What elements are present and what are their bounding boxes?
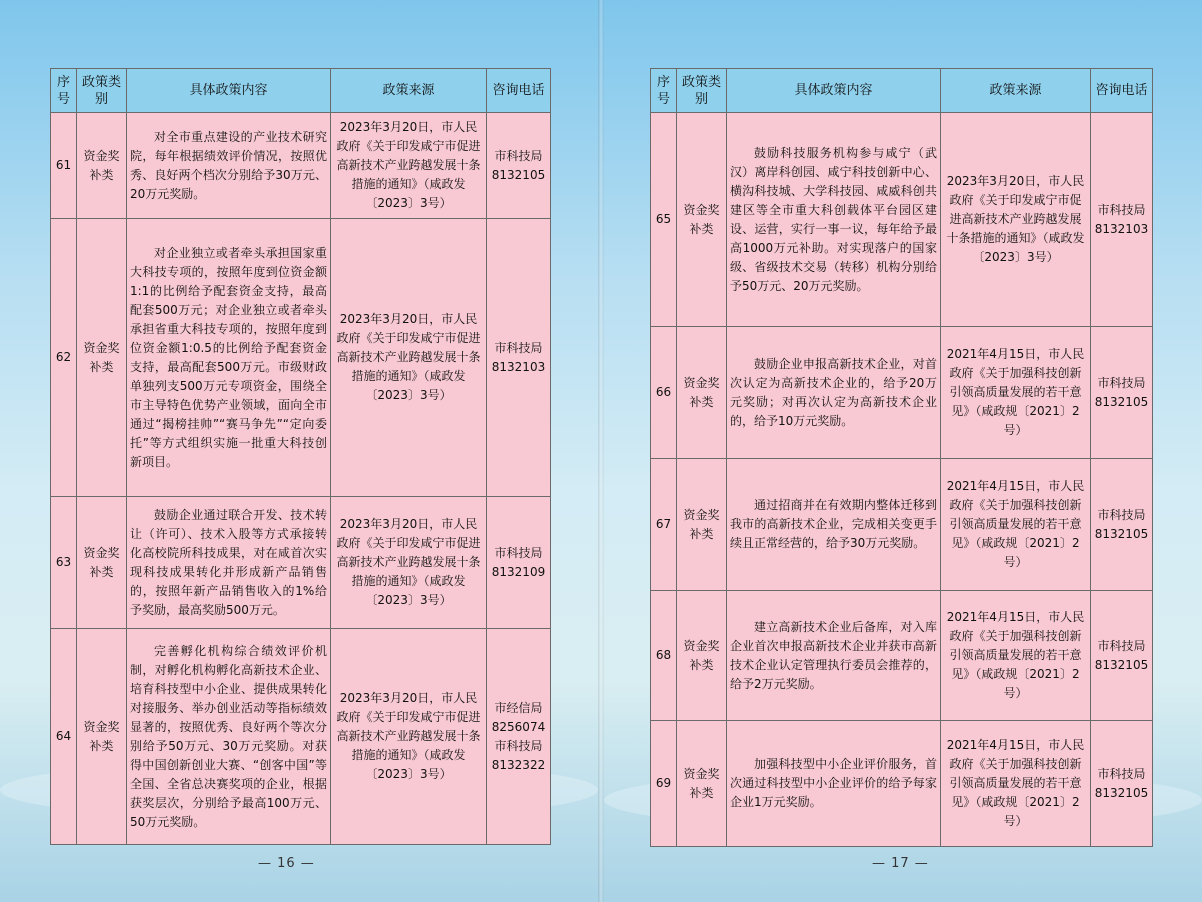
row-phone: [1091, 459, 1153, 591]
phone-line: 市科技局: [1097, 766, 1146, 781]
table-header-row: [51, 69, 551, 113]
phone-line: 市经信局: [494, 700, 543, 715]
row-phone: [487, 219, 551, 497]
header-seq: 序号: [651, 69, 677, 113]
row-category: 资金奖补类: [77, 497, 127, 629]
header-source: 政策来源: [331, 69, 487, 113]
row-source: 2021年4月15日，市人民政府《关于加强科技创新引领高质量发展的若干意见》（咸政规〔2021〕2号）: [941, 459, 1091, 591]
phone-line: 市科技局: [494, 148, 543, 163]
phone-line: 市科技局: [1097, 507, 1146, 522]
row-category: 资金奖补类: [77, 629, 127, 845]
row-seq: 64: [51, 629, 77, 845]
table-body: [651, 113, 1153, 847]
table-row: [51, 113, 551, 219]
table-row: [651, 327, 1153, 459]
phone-line: 8132103: [1094, 221, 1149, 236]
row-source: 2021年4月15日，市人民政府《关于加强科技创新引领高质量发展的若干意见》（咸政规〔2021〕2号）: [941, 721, 1091, 847]
table-header-row: [651, 69, 1153, 113]
phone-line: 8132322: [491, 757, 546, 772]
row-content: 鼓励企业申报高新技术企业，对首次认定为高新技术企业的，给予20万元奖励；对再次认定为高新技术企业的，给予10万元奖励。: [727, 327, 941, 459]
row-content: 对全市重点建设的产业技术研究院，每年根据绩效评价情况，按照优秀、良好两个档次分别给予30万元、20万元奖励。: [127, 113, 331, 219]
row-content: 通过招商并在有效期内整体迁移到我市的高新技术企业，完成相关变更手续且正常经营的，给予30万元奖励。: [727, 459, 941, 591]
row-category: 资金奖补类: [77, 113, 127, 219]
phone-line: 市科技局: [494, 545, 543, 560]
row-seq: 61: [51, 113, 77, 219]
header-content: 具体政策内容: [727, 69, 941, 113]
row-category: 资金奖补类: [677, 459, 727, 591]
phone-line: 8132105: [1094, 526, 1149, 541]
header-source: 政策来源: [941, 69, 1091, 113]
table-row: [51, 219, 551, 497]
phone-line: 市科技局: [1097, 375, 1146, 390]
page-number: — 17 —: [872, 856, 929, 871]
table-row: [651, 721, 1153, 847]
header-phone: 咨询电话: [487, 69, 551, 113]
row-content: 建立高新技术企业后备库，对入库企业首次申报高新技术企业并获市高新技术企业认定管理执行委员会推荐的，给予2万元奖励。: [727, 591, 941, 721]
phone-line: 市科技局: [1097, 638, 1146, 653]
row-content: 完善孵化机构综合绩效评价机制，对孵化机构孵化高新技术企业、培育科技型中小企业、提供成果转化对接服务、举办创业活动等指标绩效显著的，按照优秀、良好两个等次分别给予50万元、30万元奖励。对获得中国创新创业大赛、“创客中国”等全国、全省总决赛奖项的企业，根据获奖层次，分别给予最高100万元、50万元奖励。: [127, 629, 331, 845]
table-row: [651, 113, 1153, 327]
left-page: [0, 0, 598, 902]
row-content: 加强科技型中小企业评价服务，首次通过科技型中小企业评价的给予每家企业1万元奖励。: [727, 721, 941, 847]
row-phone: [1091, 591, 1153, 721]
row-source: 2023年3月20日，市人民政府《关于印发咸宁市促进高新技术产业跨越发展十条措施的通知》（咸政发〔2023〕3号）: [331, 219, 487, 497]
row-seq: 69: [651, 721, 677, 847]
policy-table-right: [650, 68, 1153, 847]
phone-line: 8132105: [1094, 657, 1149, 672]
phone-line: 8132109: [491, 564, 546, 579]
table-row: [651, 459, 1153, 591]
row-content: 鼓励科技服务机构参与咸宁（武汉）离岸科创园、咸宁科技创新中心、横沟科技城、大学科技园、咸威科创共建区等全市重大科创载体平台园区建设、运营，实行一事一议，每年给予最高1000万元补助。对实现落户的国家级、省级技术交易（转移）机构分别给予50万元、20万元奖励。: [727, 113, 941, 327]
phone-line: 8132103: [491, 359, 546, 374]
row-content: 对企业独立或者牵头承担国家重大科技专项的，按照年度到位资金额1:1的比例给予配套资金支持，最高配套500万元；对企业独立或者牵头承担省重大科技专项的，按照年度到位资金额1:0.5的比例给予配套资金支持，最高配套500万元。市级财政单独列支500万元专项资金，围绕全市主导特色优势产业领域，面向全市通过“揭榜挂帅”“赛马争先”“定向委托”等方式组织实施一批重大科技创新项目。: [127, 219, 331, 497]
phone-line: 市科技局: [494, 738, 543, 753]
phone-line: 市科技局: [1097, 202, 1146, 217]
row-phone: [487, 113, 551, 219]
row-phone: [487, 629, 551, 845]
row-seq: 68: [651, 591, 677, 721]
row-category: 资金奖补类: [77, 219, 127, 497]
right-page: [604, 0, 1202, 902]
table-body: [51, 113, 551, 845]
row-category: 资金奖补类: [677, 113, 727, 327]
row-source: 2023年3月20日，市人民政府《关于印发咸宁市促进高新技术产业跨越发展十条措施的通知》（咸政发〔2023〕3号）: [331, 497, 487, 629]
row-source: 2021年4月15日，市人民政府《关于加强科技创新引领高质量发展的若干意见》（咸政规〔2021〕2号）: [941, 591, 1091, 721]
table-row: [651, 591, 1153, 721]
row-seq: 65: [651, 113, 677, 327]
row-category: 资金奖补类: [677, 721, 727, 847]
row-category: 资金奖补类: [677, 327, 727, 459]
phone-line: 市科技局: [494, 340, 543, 355]
row-source: 2021年4月15日，市人民政府《关于加强科技创新引领高质量发展的若干意见》（咸政规〔2021〕2号）: [941, 327, 1091, 459]
phone-line: 8132105: [491, 167, 546, 182]
row-phone: [1091, 721, 1153, 847]
row-source: 2023年3月20日，市人民政府《关于印发咸宁市促进高新技术产业跨越发展十条措施的通知》（咸政发〔2023〕3号）: [331, 629, 487, 845]
row-source: 2023年3月20日，市人民政府《关于印发咸宁市促进高新技术产业跨越发展十条措施的通知》（咸政发〔2023〕3号）: [941, 113, 1091, 327]
row-phone: [487, 497, 551, 629]
row-category: 资金奖补类: [677, 591, 727, 721]
phone-line: 8132105: [1094, 394, 1149, 409]
row-phone: [1091, 113, 1153, 327]
header-category: 政策类别: [677, 69, 727, 113]
row-source: 2023年3月20日，市人民政府《关于印发咸宁市促进高新技术产业跨越发展十条措施的通知》（咸政发〔2023〕3号）: [331, 113, 487, 219]
phone-line: 8132105: [1094, 785, 1149, 800]
header-content: 具体政策内容: [127, 69, 331, 113]
row-phone: [1091, 327, 1153, 459]
row-seq: 63: [51, 497, 77, 629]
row-seq: 66: [651, 327, 677, 459]
phone-line: 8256074: [491, 719, 546, 734]
row-seq: 62: [51, 219, 77, 497]
header-category: 政策类别: [77, 69, 127, 113]
row-seq: 67: [651, 459, 677, 591]
table-row: [51, 629, 551, 845]
table-row: [51, 497, 551, 629]
header-phone: 咨询电话: [1091, 69, 1153, 113]
header-seq: 序号: [51, 69, 77, 113]
policy-table-left: [50, 68, 551, 845]
row-content: 鼓励企业通过联合开发、技术转让（许可）、技术入股等方式承接转化高校院所科技成果，对在咸首次实现科技成果转化并形成新产品销售的，按照年新产品销售收入的1%给予奖励，最高奖励500万元。: [127, 497, 331, 629]
page-number: — 16 —: [258, 856, 315, 871]
